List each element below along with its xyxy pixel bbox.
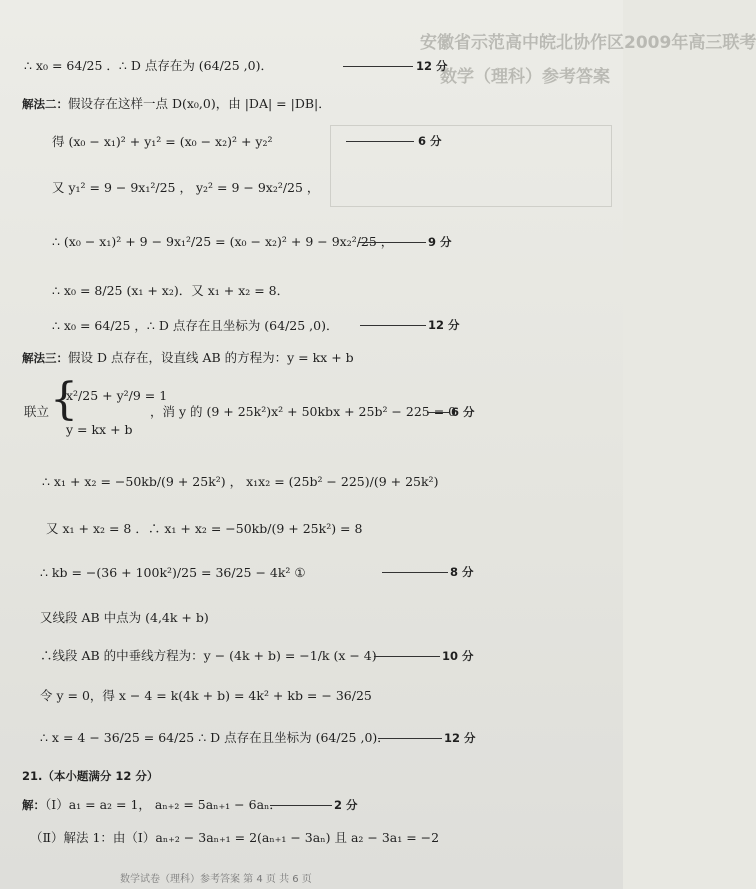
score-leader: [360, 325, 426, 327]
page-footer: 数学试卷（理科）参考答案 第 4 页 共 6 页: [120, 874, 312, 885]
line-11: 又 x₁ + x₂ = 8 ．∴ x₁ + x₂ = −50kb/(9 + 25k²) = 8: [46, 521, 363, 536]
score: 6 分: [418, 134, 442, 148]
line-5: ∴ (x₀ − x₁)² + 9 − 9x₁²/25 = (x₀ − x₂)² + 9 − 9x₂²/25 ，: [52, 234, 394, 249]
score-leader: [358, 242, 426, 244]
score: 12 分: [428, 318, 460, 332]
line-7: ∴ x₀ = 64/25 ，∴ D 点存在且坐标为 (64/25 ,0)．: [52, 318, 339, 333]
score: 2 分: [334, 798, 358, 812]
score-leader: [382, 572, 448, 574]
line-1: ∴ x₀ = 64/25 ．∴ D 点存在为 (64/25 ,0)．: [24, 58, 273, 73]
line-2: 解法二：假设存在这样一点 D(x₀,0)，由 |DA| = |DB|．: [22, 96, 331, 111]
score: 8 分: [450, 565, 474, 579]
system-brace: {: [50, 374, 78, 425]
line-16: ∴ x = 4 − 36/25 = 64/25 ∴ D 点存在且坐标为 (64/25 ,0)．: [40, 730, 390, 745]
header-subtitle: 数学（理科）参考答案: [440, 67, 610, 87]
line-13: 又线段 AB 中点为 (4,4k + b): [40, 610, 209, 625]
line-12: ∴ kb = −(36 + 100k²)/25 = 36/25 − 4k² ①: [40, 565, 306, 580]
solution-label: 解法二：: [22, 97, 68, 111]
line-18: 解：（Ⅰ）a₁ = a₂ = 1， aₙ₊₂ = 5aₙ₊₁ − 6aₙ．: [22, 797, 282, 812]
score-leader: [378, 738, 442, 740]
system-eq-1: x²/25 + y²/9 = 1: [66, 388, 168, 403]
score: 6 分: [451, 405, 475, 419]
line-9-label: 联立: [24, 404, 50, 419]
score: 12 分: [444, 731, 476, 745]
score-leader: [343, 66, 413, 68]
line-19: （Ⅱ）解法 1：由（Ⅰ）aₙ₊₂ − 3aₙ₊₁ = 2(aₙ₊₁ − 3aₙ) 且 a₂ − 3a₁ = −2: [30, 830, 440, 845]
score: 10 分: [442, 649, 474, 663]
ghost-table: [330, 125, 612, 207]
score: 9 分: [428, 235, 452, 249]
solution-label: 解：: [22, 798, 45, 812]
line-3: 得 (x₀ − x₁)² + y₁² = (x₀ − x₂)² + y₂²: [52, 134, 273, 149]
question-21-heading: 21.（本小题满分 12 分）: [22, 769, 159, 783]
line-15: 令 y = 0，得 x − 4 = k(4k + b) = 4k² + kb = − 36/25: [40, 688, 372, 703]
score-leader: [427, 412, 449, 414]
line-8: 解法三：假设 D 点存在，设直线 AB 的方程为：y = kx + b: [22, 350, 354, 365]
line-4: 又 y₁² = 9 − 9x₁²/25 ， y₂² = 9 − 9x₂²/25 ，: [52, 180, 320, 195]
line-10: ∴ x₁ + x₂ = −50kb/(9 + 25k²) ， x₁x₂ = (25b² − 225)/(9 + 25k²): [42, 474, 439, 489]
header-title: 安徽省示范高中皖北协作区2009年高三联考: [420, 33, 756, 53]
solution-label: 解法三：: [22, 351, 68, 365]
score-leader: [374, 656, 440, 658]
system-eq-2: y = kx + b: [66, 422, 133, 437]
score-leader: [346, 141, 414, 143]
line-14: ∴线段 AB 的中垂线方程为：y − (4k + b) = −1/k (x − 4): [40, 648, 377, 663]
score-leader: [270, 805, 332, 807]
line-9: ，消 y 的 (9 + 25k²)x² + 50kbx + 25b² − 225 = 0: [150, 404, 457, 419]
score: 12 分: [416, 59, 448, 73]
line-6: ∴ x₀ = 8/25 (x₁ + x₂)．又 x₁ + x₂ = 8．: [52, 283, 290, 298]
